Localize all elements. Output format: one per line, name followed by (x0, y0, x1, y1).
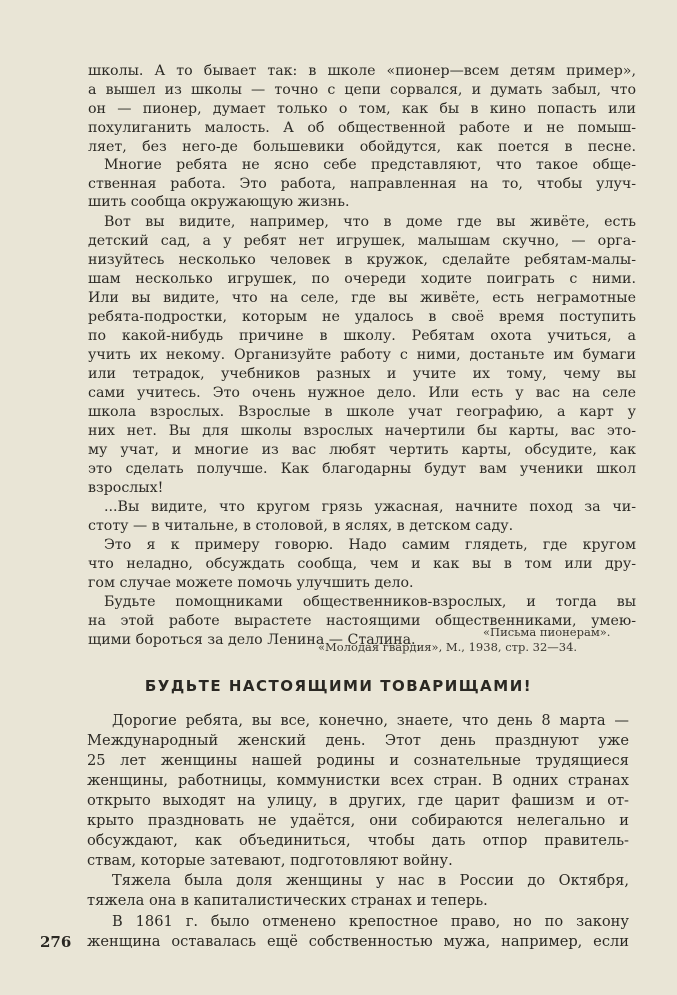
text-line: женщина оставалась ещё собственностью мужа, например, если (87, 933, 629, 950)
text-line: ственная работа. Это работа, направленная на то, чтобы улуч- (88, 176, 636, 192)
text-line: сами учитесь. Это очень нужное дело. Или есть у вас на селе (88, 385, 636, 401)
text-line: шить сообща окружающую жизнь. (88, 194, 350, 210)
text-line: женщины, работницы, коммунистки всех стран. В одних странах (87, 772, 629, 789)
text-line: что неладно, обсуждать сообща, чем и как вы в том или дру- (88, 556, 636, 572)
page-number: 276 (40, 933, 72, 951)
text-line: детский сад, а у ребят нет игрушек, малышам скучно, — орга- (88, 233, 636, 249)
text-line: на этой работе вырастете настоящими общественниками, умею- (88, 613, 636, 629)
text-line: Вот вы видите, например, что в доме где вы живёте, есть (104, 214, 636, 230)
text-line: ствам, которые затевают, подготовляют войну. (87, 852, 453, 869)
text-line: шам несколько игрушек, по очереди ходите поиграть с ними. (88, 271, 636, 287)
text-line: Многие ребята не ясно себе представляют, что такое обще- (104, 157, 636, 173)
text-line: В 1861 г. было отменено крепостное право, но по закону (112, 913, 629, 930)
text-line: Это я к примеру говорю. Надо самим глядеть, где кругом (104, 537, 636, 553)
text-line: Дорогие ребята, вы все, конечно, знаете, что день 8 марта — (112, 712, 629, 729)
text-line: Тяжела была доля женщины у нас в России до Октября, (112, 872, 629, 889)
text-line: или тетрадок, учебников разных и учите их тому, чему вы (88, 366, 636, 382)
text-line: это сделать получше. Как благодарны будут вам ученики школ (88, 461, 636, 477)
text-line: му учат, и многие из вас любят чертить карты, обсудите, как (88, 442, 636, 458)
text-line: а вышел из школы — точно с цепи сорвался, и думать забыл, что (88, 82, 636, 98)
text-line: 25 лет женщины нашей родины и сознательные трудящиеся (87, 752, 629, 769)
section-heading: БУДЬТЕ НАСТОЯЩИМИ ТОВАРИЩАМИ! (144, 677, 533, 695)
text-line: взрослых! (88, 480, 164, 496)
text-line: учить их некому. Организуйте работу с ними, достаньте им бумаги (88, 347, 636, 363)
source-title: «Письма пионерам». (483, 625, 611, 639)
text-line: он — пионер, думает только о том, как бы в кино попасть или (88, 101, 636, 117)
text-line: низуйтесь несколько человек в кружок, сделайте ребятам-малы- (88, 252, 636, 268)
text-line: похулиганить малость. А об общественной работе и не помыш- (88, 120, 636, 136)
text-line: Или вы видите, что на селе, где вы живёте, есть неграмотные (88, 290, 636, 306)
text-line: них нет. Вы для школы взрослых начертили бы карты, вас это- (88, 423, 636, 439)
text-line: школа взрослых. Взрослые в школе учат географию, а карт у (88, 404, 636, 420)
text-line: гом случае можете помочь улучшить дело. (88, 575, 414, 591)
text-line: ляет, без него-де большевики обойдутся, как поется в песне. (88, 139, 636, 155)
text-line: по какой-нибудь причине в школу. Ребятам охота учиться, а (88, 328, 636, 344)
text-line: открыто выходят на улицу, в других, где царит фашизм и от- (87, 792, 629, 809)
text-line: крыто праздновать не удаётся, они собираются нелегально и (87, 812, 629, 829)
text-line: тяжела она в капиталистических странах и теперь. (87, 892, 488, 909)
text-line: обсуждают, как объединиться, чтобы дать отпор правитель- (87, 832, 629, 849)
source-publisher: «Молодая гвардия», М., 1938, стр. 32—34. (318, 640, 578, 654)
text-line: стоту — в читальне, в столовой, в яслях, в детском саду. (88, 518, 514, 534)
text-line: школы. А то бывает так: в школе «пионер—всем детям пример», (88, 63, 636, 79)
text-line: ребята-подростки, которым не удалось в своё время поступить (88, 309, 636, 325)
text-line: Будьте помощниками общественников-взрослых, и тогда вы (104, 594, 636, 610)
text-line: щими бороться за дело Ленина — Сталина. (88, 632, 416, 648)
text-line: ...Вы видите, что кругом грязь ужасная, начните поход за чи- (104, 499, 636, 515)
text-line: Международный женский день. Этот день празднуют уже (87, 732, 629, 749)
